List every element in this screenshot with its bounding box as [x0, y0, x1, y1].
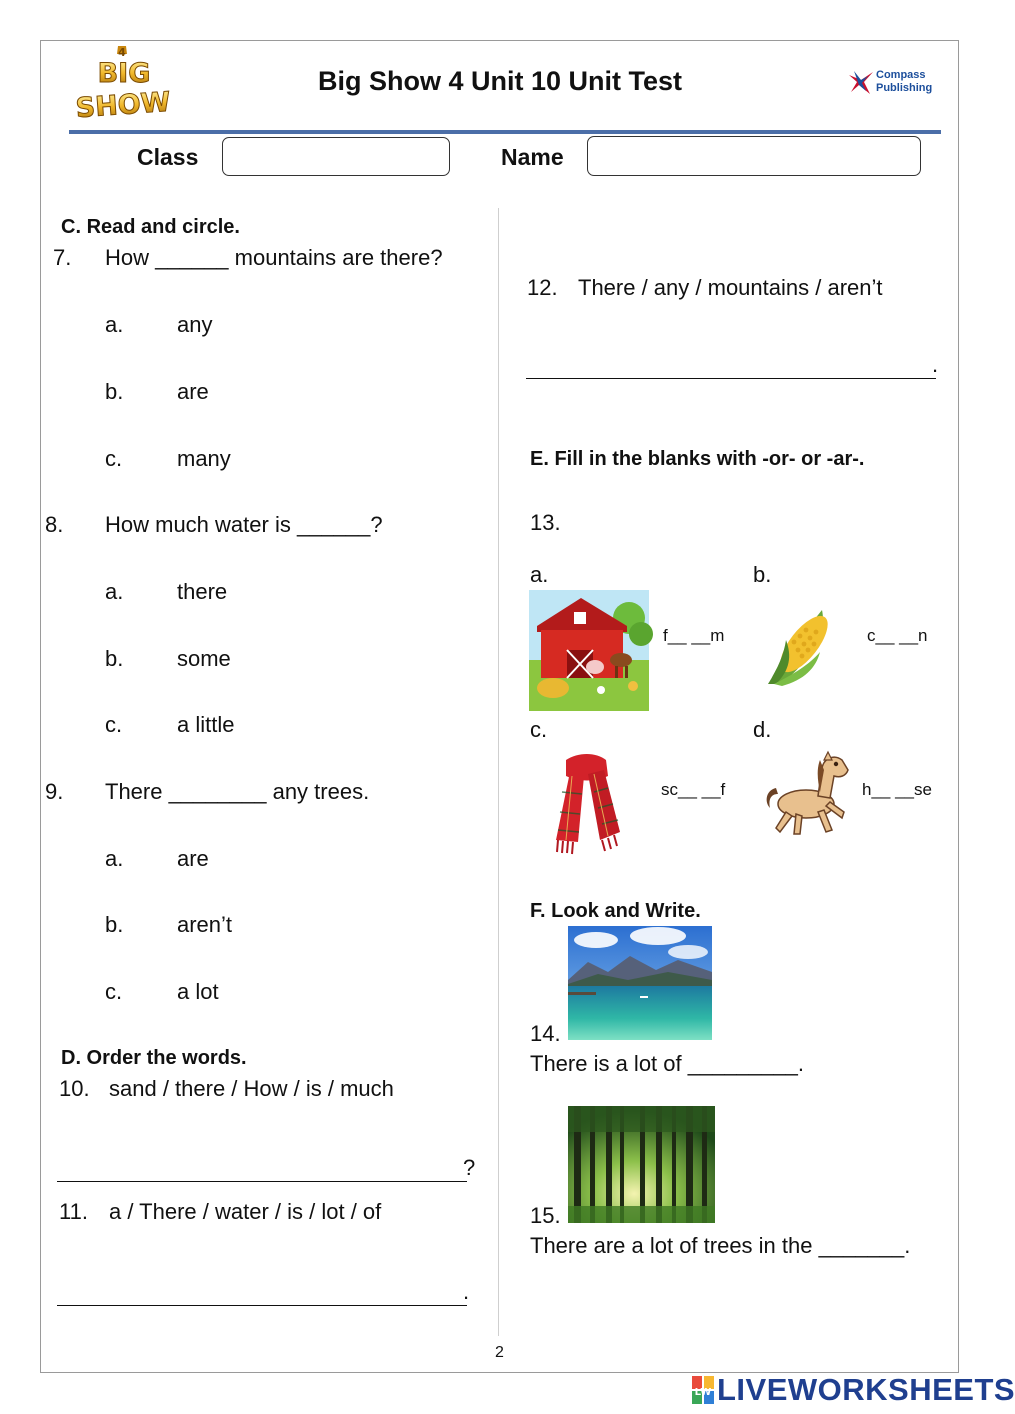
header-rule — [69, 130, 941, 134]
order-item-words: sand / there / How / is / much — [109, 1076, 394, 1101]
section-d-heading: D. Order the words. — [61, 1047, 247, 1069]
option-text[interactable]: a lot — [177, 979, 219, 1004]
name-label: Name — [501, 144, 564, 170]
class-input[interactable] — [222, 137, 450, 176]
option-letter: b. — [105, 379, 124, 404]
option-text[interactable]: are — [177, 846, 209, 871]
question-number: 8. — [45, 512, 64, 537]
order-item-number: 12. — [527, 275, 558, 300]
option-text[interactable]: are — [177, 379, 209, 404]
option-text[interactable]: some — [177, 646, 231, 671]
logo-text-top: BIG — [97, 58, 151, 89]
option-text[interactable]: a little — [177, 712, 235, 737]
logo-text-bottom: SHOW — [74, 86, 172, 125]
scarf-picture — [548, 752, 626, 856]
class-label: Class — [137, 144, 199, 170]
liveworksheets-brand[interactable]: LIVEWORKSHEETS — [717, 1372, 1015, 1407]
option-letter: c. — [105, 446, 123, 471]
blank-word[interactable]: c__ __n — [867, 626, 928, 645]
question-number: 15. — [530, 1203, 561, 1228]
end-mark: . — [932, 352, 939, 377]
end-mark: ? — [463, 1155, 476, 1180]
option-letter: c. — [105, 979, 123, 1004]
order-item-number: 11. — [59, 1199, 88, 1224]
option-text[interactable]: any — [177, 312, 213, 337]
answer-line-12[interactable] — [526, 352, 939, 379]
page-title: Big Show 4 Unit 10 Unit Test — [317, 66, 683, 96]
order-item-words: a / There / water / is / lot / of — [109, 1199, 382, 1224]
question-number: 9. — [45, 779, 64, 804]
horse-picture — [762, 748, 850, 840]
badge-letters: LW — [694, 1387, 712, 1398]
end-mark: . — [463, 1279, 470, 1304]
option-letter: b. — [105, 646, 124, 671]
answer-line-11[interactable] — [57, 1279, 470, 1306]
order-item-number: 10. — [59, 1076, 90, 1101]
item-letter: b. — [753, 562, 772, 587]
question-text: How much water is ______? — [105, 512, 383, 537]
blank-word[interactable]: f__ __m — [663, 626, 725, 645]
option-text[interactable]: many — [177, 446, 231, 471]
option-letter: a. — [105, 579, 124, 604]
corn-picture — [760, 598, 850, 688]
lake-picture — [568, 926, 712, 1040]
item-letter: a. — [530, 562, 549, 587]
publisher-line2: Publishing — [876, 82, 933, 94]
question-number: 13. — [530, 510, 561, 535]
page-number: 2 — [495, 1344, 504, 1361]
blank-word[interactable]: sc__ __f — [661, 780, 726, 799]
liveworksheets-badge-icon — [692, 1376, 714, 1404]
compass-publishing-logo — [846, 67, 946, 99]
section-e-heading: E. Fill in the blanks with -or- or -ar-. — [530, 448, 865, 470]
section-c-heading: C. Read and circle. — [61, 216, 240, 238]
option-letter: a. — [105, 846, 124, 871]
logo-number: 4 — [118, 46, 126, 59]
option-letter: a. — [105, 312, 124, 337]
item-letter: c. — [530, 717, 548, 742]
option-text[interactable]: there — [177, 579, 228, 604]
forest-picture — [568, 1106, 715, 1223]
publisher-line1: Compass — [876, 69, 926, 81]
option-letter: c. — [105, 712, 123, 737]
item-letter: d. — [753, 717, 772, 742]
question-text: How ______ mountains are there? — [105, 245, 443, 270]
section-f-heading: F. Look and Write. — [530, 900, 701, 922]
blank-word[interactable]: h__ __se — [862, 780, 932, 799]
write-sentence[interactable]: There are a lot of trees in the _______. — [530, 1233, 911, 1258]
question-number: 14. — [530, 1021, 561, 1046]
write-sentence[interactable]: There is a lot of _________. — [530, 1051, 804, 1076]
answer-line-10[interactable] — [57, 1155, 467, 1182]
question-text: There ________ any trees. — [105, 779, 370, 804]
option-letter: b. — [105, 912, 124, 937]
question-number: 7. — [53, 245, 72, 270]
name-input[interactable] — [587, 136, 921, 176]
farm-picture — [529, 590, 649, 711]
option-text[interactable]: aren’t — [177, 912, 233, 937]
column-divider — [498, 208, 499, 1336]
compass-star-icon — [846, 67, 876, 97]
order-item-words: There / any / mountains / aren’t — [578, 275, 883, 300]
